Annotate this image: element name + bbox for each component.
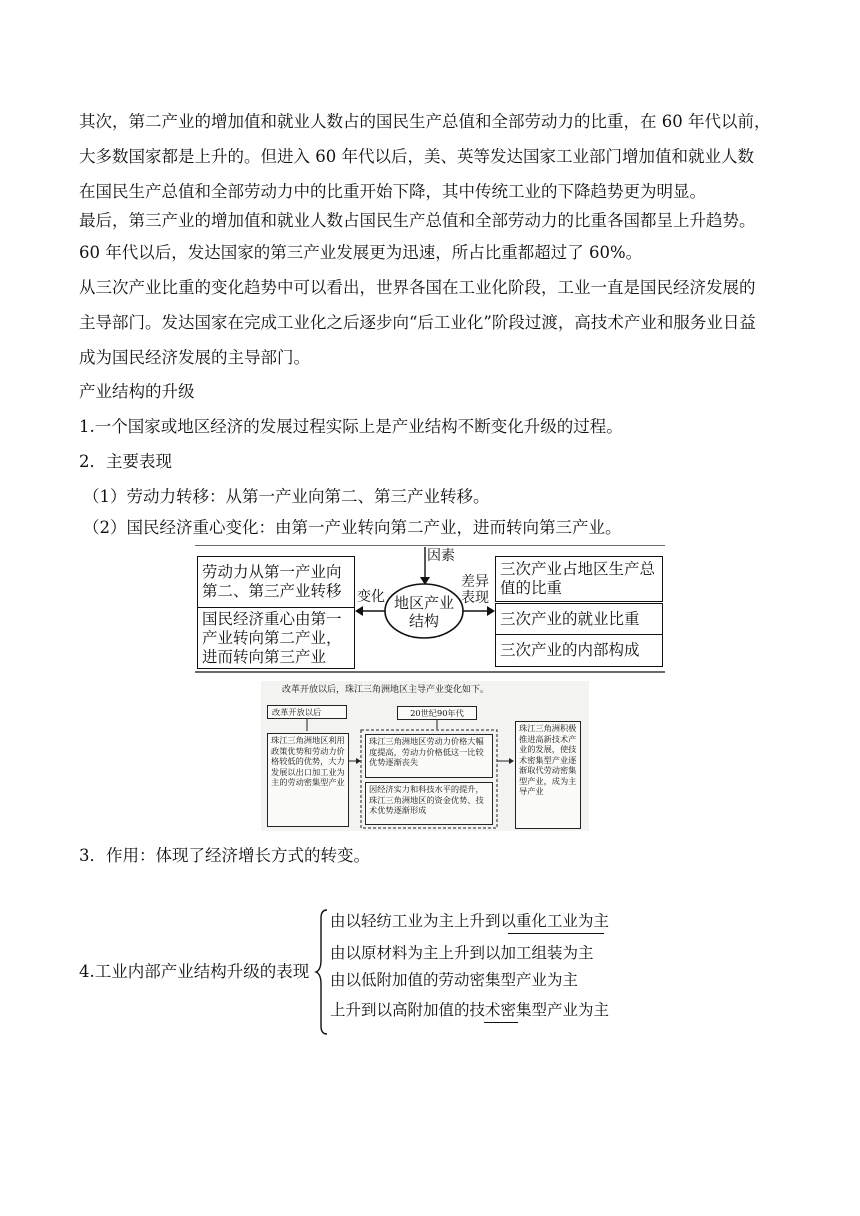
change-label: 变化 <box>357 589 385 605</box>
industry-structure-diagram <box>195 545 665 673</box>
paragraph-line-7: 主导部门。发达国家在完成工业化之后逐步向“后工业化”阶段过渡，高技术产业和服务业日益 <box>79 313 756 332</box>
economic-focus-box: 国民经济重心由第一产业转向第二产业，进而转向第三产业 <box>197 607 355 669</box>
regional-industry-structure: 地区产业结构 <box>393 594 454 630</box>
point-2-heading: 2．主要表现 <box>79 452 172 471</box>
labor-cost-box: 珠江三角洲地区劳动力价格大幅度提高，劳动力价格低这一比较优势逐渐丧失 <box>365 734 493 778</box>
paragraph-line-3: 在国民生产总值和全部劳动力中的比重开始下降，其中传统工业的下降趋势更为明显。 <box>79 182 706 201</box>
high-tech-box: 珠江三角洲积极推进高新技术产业的发展，使技术密集型产业逐渐取代劳动密集型产业，成为主导产业 <box>515 721 581 829</box>
internal-composition-box: 三次产业的内部构成 <box>495 634 663 667</box>
point-2-item-2: （2）国民经济重心变化：由第一产业转向第二产业，进而转向第三产业。 <box>83 518 622 537</box>
early-stage-box: 珠江三角洲地区利用政策优势和劳动力价格较低的优势，大力发展以出口加工业为主的劳动密集型产业 <box>267 733 349 827</box>
point-1: 1.一个国家或地区经济的发展过程实际上是产业结构不断变化升级的过程。 <box>79 417 623 436</box>
underline-heavy-industry <box>508 933 604 934</box>
difference-label: 差异表现 <box>461 574 489 606</box>
paragraph-line-4: 最后，第三产业的增加值和就业人数占国民生产总值和全部劳动力的比重各国都呈上升趋势。 <box>79 211 756 230</box>
capital-tech-box: 因经济实力和科技水平的提升，珠江三角洲地区的资金优势、技术优势逐渐形成 <box>365 782 493 825</box>
gdp-share-box: 三次产业占地区生产总值的比重 <box>495 556 663 602</box>
factor-label: 因素 <box>427 548 455 564</box>
upgrade-line-1: 由以轻纺工业为主上升到以重化工业为主 <box>330 912 610 930</box>
paragraph-line-2: 大多数国家都是上升的。但进入 60 年代以后，美、英等发达国家工业部门增加值和就业人数 <box>79 147 754 166</box>
section-heading: 产业结构的升级 <box>79 382 195 401</box>
employment-share-box: 三次产业的就业比重 <box>495 603 663 635</box>
paragraph-line-8: 成为国民经济发展的主导部门。 <box>79 348 310 367</box>
paragraph-line-5: 60 年代以后，发达国家的第三产业发展更为迅速，所占比重都超过了 60%。 <box>79 243 643 262</box>
upgrade-line-3: 由以低附加值的劳动密集型产业为主 <box>330 971 579 989</box>
curly-brace-icon <box>314 908 330 1036</box>
labor-transfer-box: 劳动力从第一产业向第二、第三产业转移 <box>197 556 355 608</box>
upgrade-line-2: 由以原材料为主上升到以加工组装为主 <box>330 944 594 962</box>
point-3: 3．作用：体现了经济增长方式的转变。 <box>79 846 370 865</box>
reform-header: 改革开放以后 <box>267 705 347 719</box>
point-4-label: 4.工业内部产业结构升级的表现 <box>79 962 310 981</box>
point-2-item-1: （1）劳动力转移：从第一产业向第二、第三产业转移。 <box>83 487 490 506</box>
pearl-river-delta-diagram <box>261 681 589 831</box>
diagram-title: 改革开放以后，珠江三角洲地区主导产业变化如下。 <box>282 685 490 695</box>
paragraph-line-1: 其次，第二产业的增加值和就业人数占的国民生产总值和全部劳动力的比重，在 60 年代以前， <box>79 112 771 131</box>
upgrade-line-4: 上升到以高附加值的技术密集型产业为主 <box>330 1001 610 1019</box>
nineties-header: 20世纪90年代 <box>397 706 477 720</box>
paragraph-line-6: 从三次产业比重的变化趋势中可以看出，世界各国在工业化阶段，工业一直是国民经济发展的 <box>79 278 756 297</box>
underline-technology <box>484 1022 518 1023</box>
